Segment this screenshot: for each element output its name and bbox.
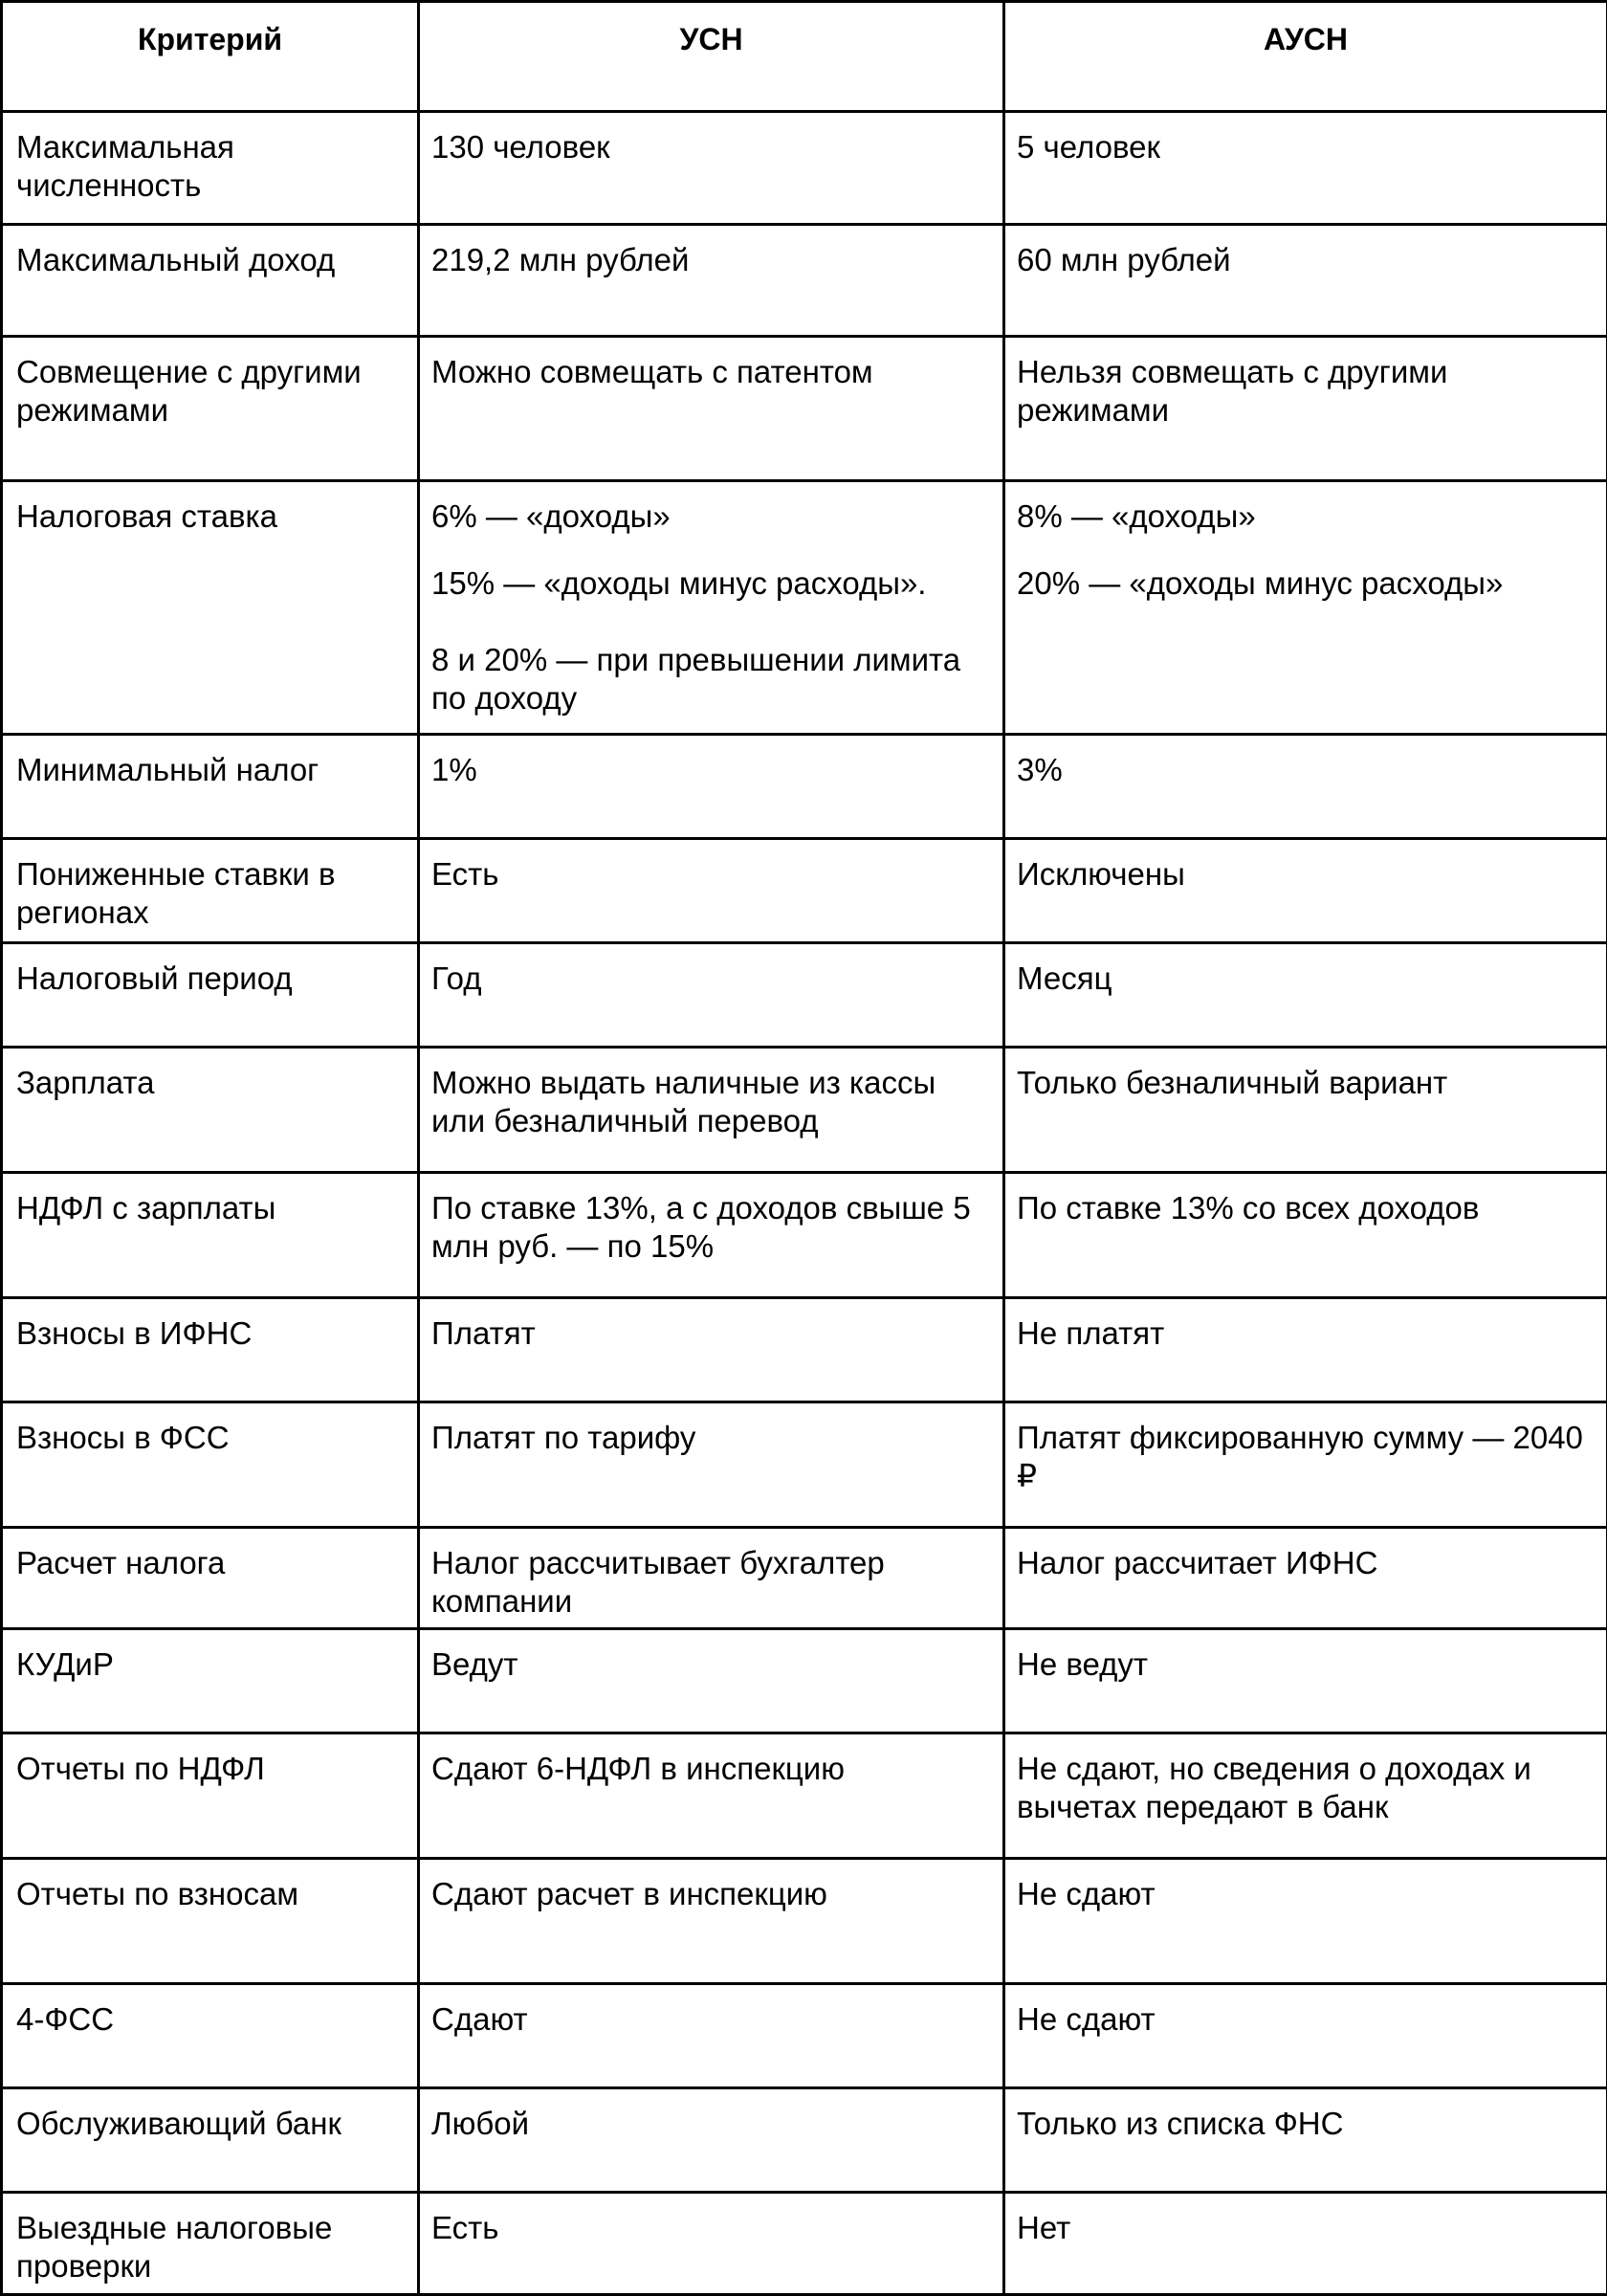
ausn-cell (1004, 1733, 1607, 1859)
cell-paragraph: 130 человек (431, 128, 989, 166)
cell-paragraph: Можно совмещать с патентом (431, 353, 989, 391)
criterion-cell: Обслуживающий банк (2, 2088, 419, 2193)
cell-paragraph: Сдают расчет в инспекцию (431, 1875, 989, 1913)
ausn-cell (1004, 1859, 1607, 1984)
criterion-cell: Отчеты по НДФЛ (2, 1733, 419, 1859)
usn-cell (419, 112, 1004, 225)
table-row (2, 1173, 1607, 1298)
cell-paragraph: По ставке 13% со всех доходов (1017, 1189, 1593, 1227)
criterion-cell: Взносы в ИФНС (2, 1298, 419, 1402)
table-row (2, 1984, 1607, 2088)
usn-cell (419, 1984, 1004, 2088)
cell-paragraph: 3% (1017, 751, 1593, 789)
usn-cell (419, 1629, 1004, 1733)
cell-paragraph: 1% (431, 751, 989, 789)
usn-cell (419, 1528, 1004, 1629)
usn-cell (419, 1859, 1004, 1984)
cell-paragraph: Только безналичный вариант (1017, 1064, 1593, 1102)
cell-paragraph: Не сдают (1017, 2000, 1593, 2039)
usn-cell (419, 1048, 1004, 1173)
ausn-cell (1004, 839, 1607, 943)
ausn-cell (1004, 735, 1607, 839)
criterion-cell: 4-ФСС (2, 1984, 419, 2088)
table-row (2, 2193, 1607, 2295)
cell-paragraph: 8% — «доходы» (1017, 497, 1593, 536)
table-row (2, 337, 1607, 481)
usn-cell (419, 839, 1004, 943)
ausn-cell (1004, 337, 1607, 481)
ausn-cell (1004, 225, 1607, 337)
criterion-cell: Налоговый период (2, 943, 419, 1048)
table-body (2, 112, 1607, 2295)
ausn-cell (1004, 2193, 1607, 2295)
table-row (2, 225, 1607, 337)
cell-paragraph: Можно выдать наличные из кассы или безналичный перевод (431, 1064, 989, 1140)
cell-paragraph: Есть (431, 855, 989, 894)
criterion-cell: Налоговая ставка (2, 481, 419, 735)
usn-cell (419, 481, 1004, 735)
cell-paragraph: Платят фиксированную сумму — 2040 ₽ (1017, 1419, 1593, 1495)
ausn-cell (1004, 1173, 1607, 1298)
table-row (2, 1859, 1607, 1984)
cell-paragraph: Сдают (431, 2000, 989, 2039)
cell-paragraph: Налог рассчитает ИФНС (1017, 1544, 1593, 1582)
cell-paragraph: Месяц (1017, 960, 1593, 998)
header-ausn: АУСН (1004, 2, 1607, 112)
table-header-row (2, 2, 1607, 112)
table-row (2, 112, 1607, 225)
ausn-cell (1004, 1629, 1607, 1733)
cell-paragraph: Не сдают (1017, 1875, 1593, 1913)
table-row (2, 1048, 1607, 1173)
cell-paragraph: 20% — «доходы минус расходы» (1017, 564, 1593, 603)
table-row (2, 2088, 1607, 2193)
table-row (2, 1629, 1607, 1733)
cell-paragraph: Исключены (1017, 855, 1593, 894)
criterion-cell: Расчет налога (2, 1528, 419, 1629)
usn-cell (419, 1173, 1004, 1298)
usn-cell (419, 1298, 1004, 1402)
header-criterion: Критерий (2, 2, 419, 112)
usn-cell (419, 735, 1004, 839)
table-row (2, 735, 1607, 839)
criterion-cell: Совмещение с другими режимами (2, 337, 419, 481)
cell-paragraph: 8 и 20% — при превышении лимита по доходу (431, 641, 989, 718)
usn-cell (419, 943, 1004, 1048)
usn-cell (419, 1733, 1004, 1859)
ausn-cell (1004, 481, 1607, 735)
ausn-cell (1004, 1048, 1607, 1173)
table-row (2, 1528, 1607, 1629)
ausn-cell (1004, 1984, 1607, 2088)
cell-paragraph: Ведут (431, 1645, 989, 1684)
cell-paragraph: 6% — «доходы» (431, 497, 989, 536)
cell-paragraph: Налог рассчитывает бухгалтер компании (431, 1544, 989, 1621)
table-row (2, 481, 1607, 735)
criterion-cell: Пониженные ставки в регионах (2, 839, 419, 943)
ausn-cell (1004, 1298, 1607, 1402)
cell-paragraph: Сдают 6-НДФЛ в инспекцию (431, 1750, 989, 1788)
criterion-cell: Отчеты по взносам (2, 1859, 419, 1984)
criterion-cell: Выездные налоговые проверки (2, 2193, 419, 2295)
criterion-cell: Максимальная численность (2, 112, 419, 225)
usn-cell (419, 337, 1004, 481)
cell-paragraph: 60 млн рублей (1017, 241, 1593, 279)
header-usn: УСН (419, 2, 1004, 112)
cell-paragraph: Год (431, 960, 989, 998)
cell-paragraph: Платят (431, 1314, 989, 1353)
cell-paragraph: Не ведут (1017, 1645, 1593, 1684)
usn-cell (419, 2088, 1004, 2193)
criterion-cell: Минимальный налог (2, 735, 419, 839)
cell-paragraph: Есть (431, 2209, 989, 2247)
table-row (2, 839, 1607, 943)
ausn-cell (1004, 112, 1607, 225)
criterion-cell: Зарплата (2, 1048, 419, 1173)
table-row (2, 943, 1607, 1048)
cell-paragraph: 15% — «доходы минус расходы». (431, 564, 989, 603)
cell-paragraph: Платят по тарифу (431, 1419, 989, 1457)
cell-paragraph: Любой (431, 2105, 989, 2143)
table-row (2, 1298, 1607, 1402)
cell-paragraph: Не сдают, но сведения о доходах и вычетах передают в банк (1017, 1750, 1593, 1826)
usn-cell (419, 2193, 1004, 2295)
table-row (2, 1402, 1607, 1528)
table-row (2, 1733, 1607, 1859)
criterion-cell: НДФЛ с зарплаты (2, 1173, 419, 1298)
cell-paragraph: 219,2 млн рублей (431, 241, 989, 279)
usn-cell (419, 1402, 1004, 1528)
cell-paragraph: По ставке 13%, а с доходов свыше 5 млн руб. — по 15% (431, 1189, 989, 1266)
criterion-cell: Взносы в ФСС (2, 1402, 419, 1528)
cell-paragraph: Нет (1017, 2209, 1593, 2247)
usn-cell (419, 225, 1004, 337)
cell-paragraph: Только из списка ФНС (1017, 2105, 1593, 2143)
criterion-cell: Максимальный доход (2, 225, 419, 337)
criterion-cell: КУДиР (2, 1629, 419, 1733)
ausn-cell (1004, 1528, 1607, 1629)
cell-paragraph: 5 человек (1017, 128, 1593, 166)
ausn-cell (1004, 1402, 1607, 1528)
cell-paragraph: Не платят (1017, 1314, 1593, 1353)
cell-paragraph: Нельзя совмещать с другими режимами (1017, 353, 1593, 430)
ausn-cell (1004, 943, 1607, 1048)
ausn-cell (1004, 2088, 1607, 2193)
